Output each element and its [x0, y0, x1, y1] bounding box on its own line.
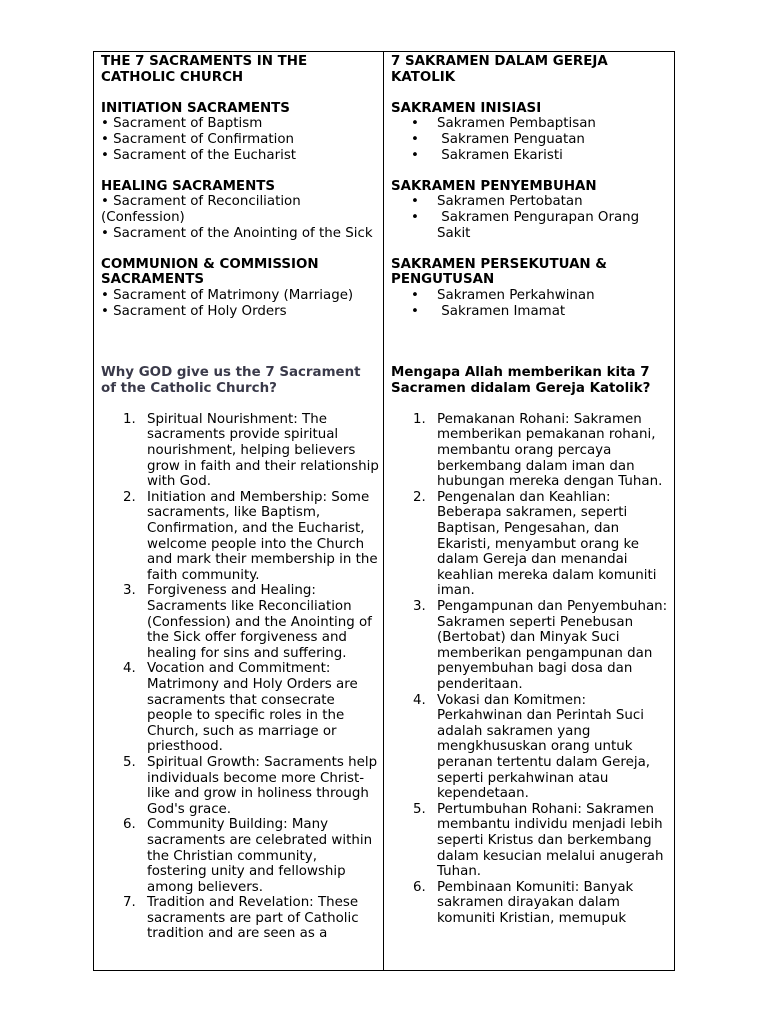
- malay-title-line-2: KATOLIK: [391, 69, 456, 85]
- sebab-item: 3. Pengampunan dan Penyembuhan: Sakramen seperti Penebusan (Bertobat) dan Minyak Suci memberikan pengampunan dan penyembuhan bagi dosa dan penderitaan.: [413, 599, 668, 692]
- reason-item: 7. Tradition and Revelation: These sacraments are part of Catholic tradition and are seen as a: [123, 895, 359, 942]
- persekutuan-list: [391, 288, 670, 319]
- inisiasi-heading: SAKRAMEN INISIASI: [391, 100, 542, 116]
- communion-heading-line-1: COMMUNION & COMMISSION: [101, 256, 319, 272]
- persekutuan-heading-line-2: PENGUTUSAN: [391, 272, 495, 288]
- reason-item: 2. Initiation and Membership: Some sacraments, like Baptism, Confirmation, and the Eucharist, welcome people into the Church and mark their membership in the faith community.: [123, 489, 378, 583]
- inisiasi-list: [391, 116, 670, 163]
- mengapa-question: Mengapa Allah memberikan kita 7 Sacramen didalam Gereja Katolik?: [391, 365, 651, 396]
- healing-heading: HEALING SACRAMENTS: [101, 178, 276, 194]
- sebab-item: 1. Pemakanan Rohani: Sakramen memberikan pemakanan rohani, membantu orang percaya berkembang dalam iman dan hubungan mereka dengan Tuhan.: [413, 411, 663, 490]
- reason-item: 5. Spiritual Growth: Sacraments help individuals become more Christ-like and grow in holiness through God's grace.: [123, 754, 378, 817]
- english-title-line-2: CATHOLIC CHURCH: [101, 69, 244, 85]
- sebab-item: 2. Pengenalan dan Keahlian: Beberapa sakramen, seperti Baptisan, Pengesahan, dan Ekaristi, menyambut orang ke dalam Gereja dan menandai keahlian mereka dalam komuniti iman.: [413, 489, 657, 599]
- initiation-item: • Sacrament of Confirmation: [101, 131, 295, 147]
- reason-item: 4. Vocation and Commitment: Matrimony and Holy Orders are sacraments that consecrate people to specific roles in the Church, such as marriage or priesthood.: [123, 661, 358, 755]
- sacraments-table: [93, 51, 675, 971]
- healing-item: • Sacrament of Reconciliation (Confession): [101, 194, 301, 225]
- inisiasi-item: • Sakramen Penguatan: [411, 131, 585, 147]
- reasons-list: [101, 412, 379, 942]
- persekutuan-heading-line-1: SAKRAMEN PERSEKUTUAN &: [391, 256, 607, 272]
- penyembuhan-item: • Sakramen Pengurapan Orang Sakit: [411, 209, 644, 241]
- why-question: Why GOD give us the 7 Sacrament of the Catholic Church?: [101, 365, 361, 396]
- sebab-item: 6. Pembinaan Komuniti: Banyak sakramen dirayakan dalam komuniti Kristian, memupuk: [413, 879, 634, 926]
- initiation-heading: INITIATION SACRAMENTS: [101, 100, 290, 116]
- english-title-line-1: THE 7 SACRAMENTS IN THE: [101, 54, 308, 69]
- persekutuan-item: • Sakramen Imamat: [411, 303, 566, 319]
- malay-column: [384, 52, 674, 970]
- reason-item: 3. Forgiveness and Healing: Sacraments like Reconciliation (Confession) and the Anointing of the Sick offer forgiveness and healing for sins and suffering.: [123, 583, 372, 661]
- communion-heading-line-2: SACRAMENTS: [101, 272, 204, 288]
- malay-title-line-1: 7 SAKRAMEN DALAM GEREJA: [391, 54, 608, 69]
- english-column: [94, 52, 384, 970]
- sebab-item: 5. Pertumbuhan Rohani: Sakramen membantu individu menjadi lebih seperti Kristus dan berkembang dalam kesucian melalui anugerah Tuhan.: [413, 801, 664, 880]
- communion-item: • Sacrament of Matrimony (Marriage): [101, 287, 354, 303]
- reason-item: 6. Community Building: Many sacraments are celebrated within the Christian community, fostering unity and fellowship among believers.: [123, 817, 373, 895]
- sebab-list: [391, 412, 670, 927]
- sebab-item: 4. Vokasi dan Komitmen: Perkahwinan dan Perintah Suci adalah sakramen yang mengkhususkan orang untuk peranan tertentu dalam Gereja, seperti perkahwinan atau kependetaan.: [413, 692, 651, 802]
- initiation-item: • Sacrament of Baptism: [101, 116, 263, 132]
- inisiasi-item: • Sakramen Pembaptisan: [411, 116, 596, 132]
- persekutuan-item: • Sakramen Perkahwinan: [411, 287, 595, 303]
- reason-item: 1. Spiritual Nourishment: The sacraments provide spiritual nourishment, helping believers grow in faith and their relationship with God.: [123, 411, 379, 490]
- healing-item: • Sacrament of the Anointing of the Sick: [101, 225, 373, 241]
- penyembuhan-list: [391, 194, 670, 241]
- inisiasi-item: • Sakramen Ekaristi: [411, 147, 563, 163]
- penyembuhan-item: • Sakramen Pertobatan: [411, 194, 583, 210]
- penyembuhan-heading: SAKRAMEN PENYEMBUHAN: [391, 178, 597, 194]
- communion-item: • Sacrament of Holy Orders: [101, 303, 287, 319]
- initiation-item: • Sacrament of the Eucharist: [101, 147, 297, 163]
